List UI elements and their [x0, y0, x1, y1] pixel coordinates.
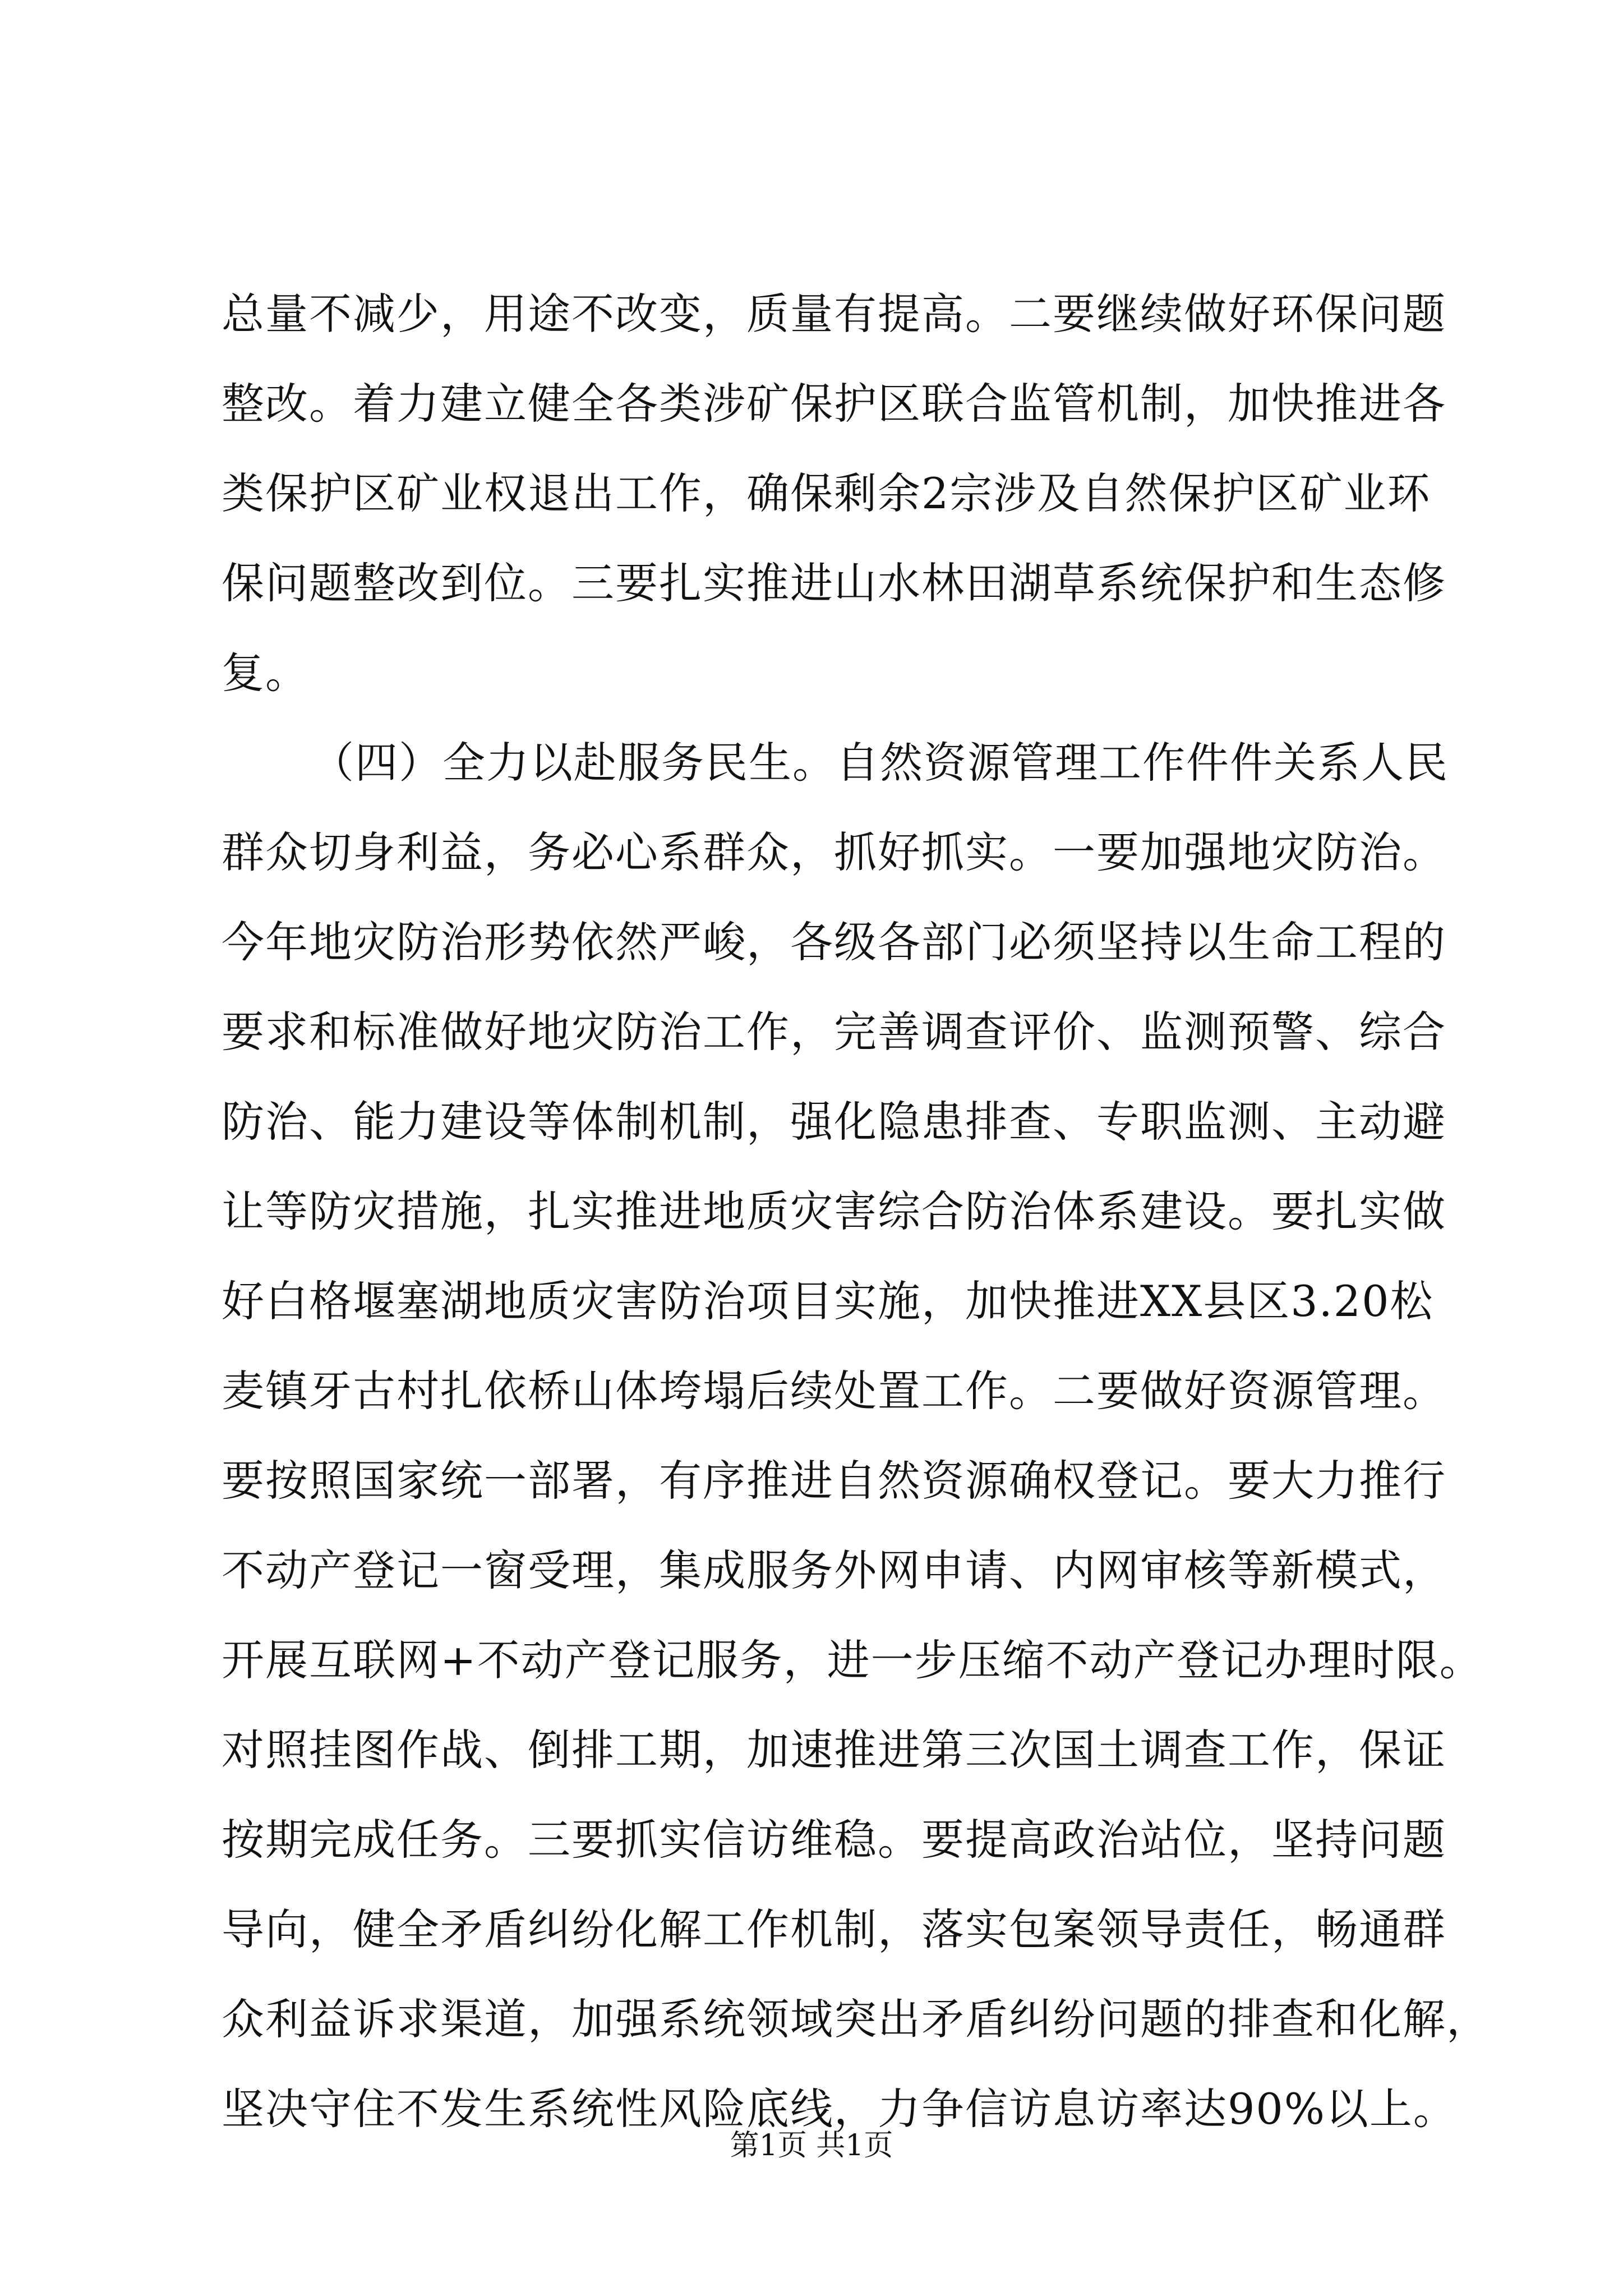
text-line: 对照挂图作战、倒排工期，加速推进第三次国土调查工作，保证 [222, 1725, 1446, 1775]
page-footer [0, 2126, 1623, 2165]
text-line: 类保护区矿业权退出工作，确保剩余2宗涉及自然保护区矿业环 [222, 468, 1431, 518]
text-line: 今年地灾防治形势依然严峻，各级各部门必须坚持以生命工程的 [222, 917, 1446, 967]
text-line: 开展互联网+不动产登记服务，进一步压缩不动产登记办理时限。 [222, 1635, 1483, 1685]
text-line: 让等防灾措施，扎实推进地质灾害综合防治体系建设。要扎实做 [222, 1186, 1446, 1236]
text-line: 防治、能力建设等体制机制，强化隐患排查、专职监测、主动避 [222, 1097, 1446, 1147]
text-line: 整改。着力建立健全各类涉矿保护区联合监管机制，加快推进各 [222, 379, 1446, 429]
body-text [222, 269, 1490, 2154]
text-line: 众利益诉求渠道，加强系统领域突出矛盾纠纷问题的排查和化解， [222, 1994, 1490, 2044]
text-line: 复。 [222, 648, 309, 698]
text-line: 导向，健全矛盾纠纷化解工作机制，落实包案领导责任，畅通群 [222, 1904, 1446, 1954]
text-line: 保问题整改到位。三要扎实推进山水林田湖草系统保护和生态修 [222, 558, 1446, 608]
text-line: 好白格堰塞湖地质灾害防治项目实施，加快推进XX县区3.20松 [222, 1276, 1434, 1326]
text-line: 总量不减少，用途不改变，质量有提高。二要继续做好环保问题 [222, 289, 1446, 339]
text-line: 麦镇牙古村扎依桥山体垮塌后续处置工作。二要做好资源管理。 [222, 1366, 1446, 1416]
text-line: 按期完成任务。三要抓实信访维稳。要提高政治站位，坚持问题 [222, 1815, 1446, 1865]
paragraph-heading-line: （四）全力以赴服务民生。自然资源管理工作件件关系人民 [311, 738, 1449, 788]
text-line: 群众切身利益，务必心系群众，抓好抓实。一要加强地灾防治。 [222, 827, 1446, 877]
text-line: 不动产登记一窗受理，集成服务外网申请、内网审核等新模式， [222, 1545, 1446, 1595]
page-number-label: 第1页 共1页 [730, 2129, 893, 2162]
text-line: 要按照国家统一部署，有序推进自然资源确权登记。要大力推行 [222, 1456, 1446, 1506]
text-line: 坚决守住不发生系统性风险底线，力争信访息访率达90%以上。 [222, 2084, 1457, 2134]
text-line: 要求和标准做好地灾防治工作，完善调查评价、监测预警、综合 [222, 1007, 1446, 1057]
